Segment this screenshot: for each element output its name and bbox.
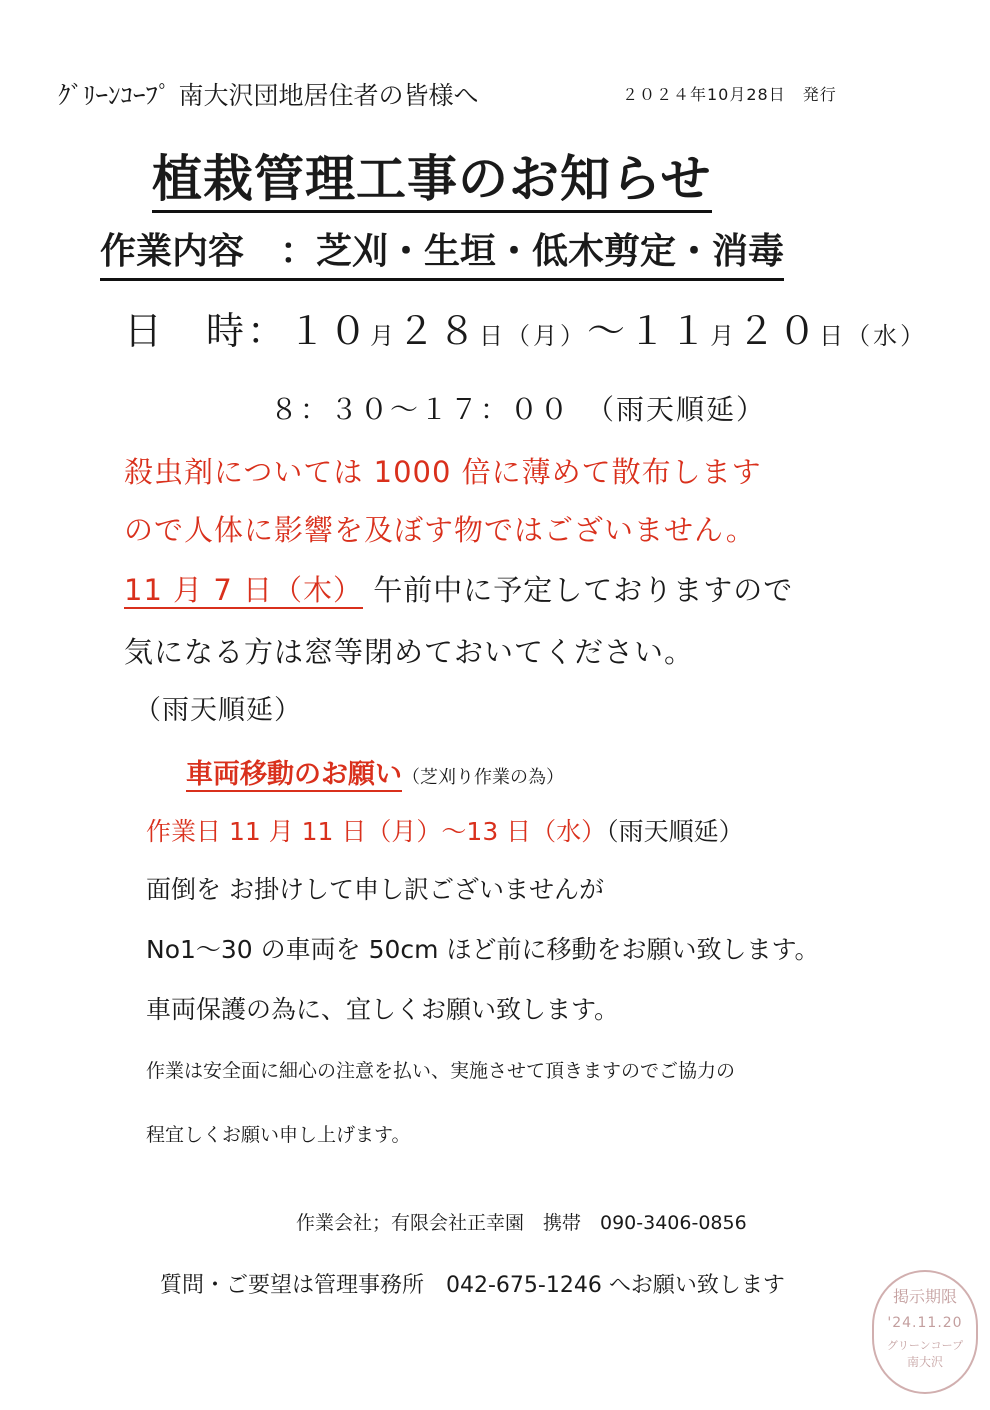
end-month: １１ (628, 309, 711, 353)
issue-date: ２０２４年10月28日 発行 (622, 85, 837, 104)
company-info: 作業会社；有限会社正幸園 携帯 090-3406-0856 (296, 1212, 747, 1234)
window-notice: 気になる方は窓等閉めておいてください。 (124, 635, 695, 669)
vehicle-heading: 車両移動のお願い (186, 759, 402, 790)
vehicle-protection: 車両保護の為に、宜しくお願い致します。 (146, 995, 620, 1024)
pesticide-date: 11 月 7 日（木） (124, 573, 364, 607)
start-weekday: （月） (506, 322, 588, 350)
vehicle-heading-line (186, 752, 564, 791)
page-title: 植栽管理工事のお知らせ (152, 150, 712, 213)
stamp-org: グリーンコープ (886, 1339, 964, 1352)
closing-line-2: 程宜しくお願い申し上げます。 (146, 1124, 411, 1146)
pesticide-line-1: 殺虫剤については 1000 倍に薄めて散布します (124, 455, 762, 489)
pesticide-date-line (124, 568, 793, 609)
vehicle-work-date-line (146, 812, 744, 848)
pesticide-time-note: 午前中に予定しておりますので (363, 573, 794, 607)
pesticide-line-2: ので人体に影響を及ぼす物ではございません。 (124, 513, 756, 547)
work-content: 作業内容 ：芝刈・生垣・低木剪定・消毒 (100, 228, 784, 281)
stamp-date: '24.11.20 (887, 1315, 963, 1331)
addressee: ｸﾞﾘｰﾝｺｰﾌﾟ 南大沢団地居住者の皆様へ (58, 81, 479, 110)
work-hours: ８：３０～１７：００ （雨天順延） (270, 393, 767, 426)
start-day: ２８ (397, 309, 480, 353)
day-unit: 日 (819, 322, 847, 350)
end-weekday: （水） (846, 322, 928, 350)
contact-info: 質問・ご要望は管理事務所 042-675-1246 へお願い致します (160, 1273, 785, 1298)
month-unit: 月 (710, 322, 738, 350)
schedule-label: 日 時： (124, 309, 289, 353)
stamp-label: 掲示期限 (892, 1287, 957, 1306)
vehicle-request: No1～30 の車両を 50cm ほど前に移動をお願い致します。 (146, 935, 820, 964)
range-tilde: ～ (587, 309, 629, 353)
month-unit: 月 (370, 322, 398, 350)
vehicle-note: （芝刈り作業の為） (402, 767, 564, 788)
vehicle-rain-note: （雨天順延） (606, 817, 744, 846)
posting-deadline-stamp (872, 1270, 978, 1394)
stamp-org-sub: 南大沢 (906, 1355, 943, 1369)
start-month: １０ (288, 309, 371, 353)
vehicle-work-date: 作業日 11 月 11 日（月）～13 日（水） (146, 817, 607, 846)
rain-postpone-note: （雨天順延） (134, 695, 302, 726)
day-unit: 日 (479, 322, 507, 350)
closing-line-1: 作業は安全面に細心の注意を払い、実施させて頂きますのでご協力の (146, 1060, 736, 1082)
schedule-line (124, 308, 927, 359)
vehicle-apology: 面倒を お掛けして申し訳ございませんが (146, 875, 604, 904)
end-day: ２０ (737, 309, 820, 353)
